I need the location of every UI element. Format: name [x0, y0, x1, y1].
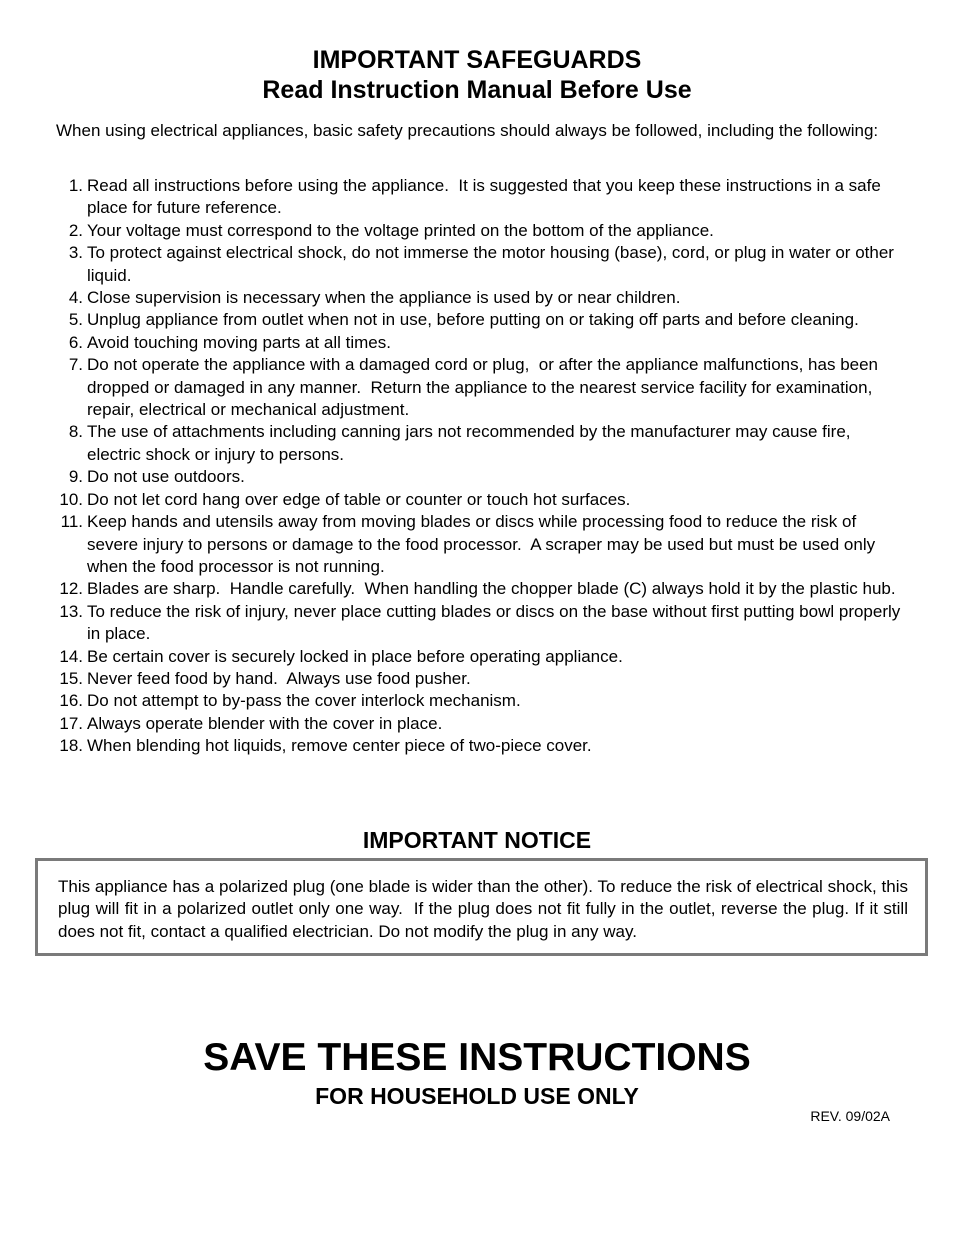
- list-item: [0, 287, 907, 309]
- save-instructions-heading: SAVE THESE INSTRUCTIONS: [203, 1036, 751, 1079]
- list-item-number: 3.: [68, 243, 83, 263]
- notice-text: This appliance has a polarized plug (one blade is wider than the other). To reduce the risk of electrical shock, this plug will fit in a polarized outlet only one way. If the plug does not fit fully in the outlet, reverse the plug. If it still does not fit, contact a qualified electrician. Do not modify the plug in any way.: [58, 877, 908, 941]
- list-item-number: 7.: [68, 355, 83, 375]
- list-item-text: Never feed food by hand. Always use food pusher.: [87, 668, 471, 688]
- list-item-text: Do not operate the appliance with a damaged cord or plug, or after the appliance malfunctions, has been dropped or damaged in any manner. Return the appliance to the nearest service facility for examination, repair, electrical or mechanical adjustment.: [87, 355, 879, 420]
- list-item-number: 14.: [59, 646, 83, 666]
- list-item-text: Do not use outdoors.: [87, 467, 245, 487]
- list-item-text: Blades are sharp. Handle carefully. When handling the chopper blade (C) always hold it by the plastic hub.: [87, 579, 896, 599]
- page-subtitle: Read Instruction Manual Before Use: [262, 76, 692, 104]
- list-item-number: 12.: [59, 579, 83, 599]
- list-item-text: When blending hot liquids, remove center piece of two-piece cover.: [87, 736, 592, 756]
- list-item-number: 10.: [59, 489, 83, 509]
- list-item: [0, 309, 907, 331]
- list-item-text: Avoid touching moving parts at all times.: [87, 332, 391, 352]
- list-item-number: 5.: [68, 310, 83, 330]
- list-item: [0, 354, 907, 421]
- list-item-text: Read all instructions before using the appliance. It is suggested that you keep these instructions in a safe place for future reference.: [87, 176, 881, 218]
- list-item-number: 17.: [59, 713, 83, 733]
- list-item-number: 6.: [68, 332, 83, 352]
- list-item-number: 13.: [59, 601, 83, 621]
- list-item: [0, 489, 907, 511]
- list-item-number: 4.: [68, 288, 83, 308]
- list-item-number: 11.: [60, 512, 83, 532]
- list-item-text: Do not let cord hang over edge of table or counter or touch hot surfaces.: [87, 489, 631, 509]
- list-item: [0, 466, 907, 488]
- list-item-number: 15.: [59, 668, 83, 688]
- list-item-text: Keep hands and utensils away from moving blades or discs while processing food to reduce the risk of severe injury to persons or damage to the food processor. A scraper may be used but must be used only when the food processor is not running.: [87, 512, 876, 576]
- list-item-text: Close supervision is necessary when the appliance is used by or near children.: [87, 288, 681, 308]
- list-item: [0, 421, 907, 466]
- list-item: [0, 175, 907, 220]
- list-item: [0, 735, 907, 757]
- list-item-text: Be certain cover is securely locked in place before operating appliance.: [87, 646, 623, 666]
- list-item: [0, 242, 907, 287]
- list-item-number: 1.: [68, 176, 83, 195]
- safeguards-list: [0, 175, 954, 758]
- list-item-text: Do not attempt to by-pass the cover interlock mechanism.: [87, 691, 521, 711]
- list-item: [0, 690, 907, 712]
- household-use-heading: FOR HOUSEHOLD USE ONLY: [315, 1083, 639, 1109]
- list-item-text: Always operate blender with the cover in place.: [87, 713, 443, 733]
- list-item-text: To protect against electrical shock, do not immerse the motor housing (base), cord, or plug in water or other liquid.: [87, 243, 894, 285]
- revision-label: REV. 09/02A: [810, 1108, 890, 1124]
- list-item-text: To reduce the risk of injury, never place cutting blades or discs on the base without first putting bowl properly in place.: [87, 601, 901, 644]
- list-item-text: Unplug appliance from outlet when not in use, before putting on or taking off parts and before cleaning.: [87, 310, 859, 330]
- list-item-number: 18.: [59, 736, 83, 756]
- list-item-number: 8.: [68, 422, 83, 442]
- list-item: [0, 668, 907, 690]
- notice-heading: IMPORTANT NOTICE: [362, 827, 592, 853]
- list-item: [0, 578, 907, 600]
- notice-box: [35, 858, 928, 956]
- page-title: IMPORTANT SAFEGUARDS: [312, 46, 642, 74]
- list-item: [0, 646, 907, 668]
- list-item-text: Your voltage must correspond to the voltage printed on the bottom of the appliance.: [87, 220, 714, 240]
- intro-paragraph: When using electrical appliances, basic safety precautions should always be followed, including the following:: [56, 121, 879, 140]
- list-item: [0, 332, 907, 354]
- list-item-text: The use of attachments including canning jars not recommended by the manufacturer may cause fire, electric shock or injury to persons.: [87, 422, 851, 464]
- list-item-number: 9.: [68, 467, 83, 487]
- list-item: [0, 220, 907, 242]
- list-item-number: 16.: [59, 691, 83, 711]
- list-item-number: 2.: [68, 220, 83, 240]
- list-item: [0, 601, 907, 646]
- list-item: [0, 511, 907, 578]
- list-item: [0, 713, 907, 735]
